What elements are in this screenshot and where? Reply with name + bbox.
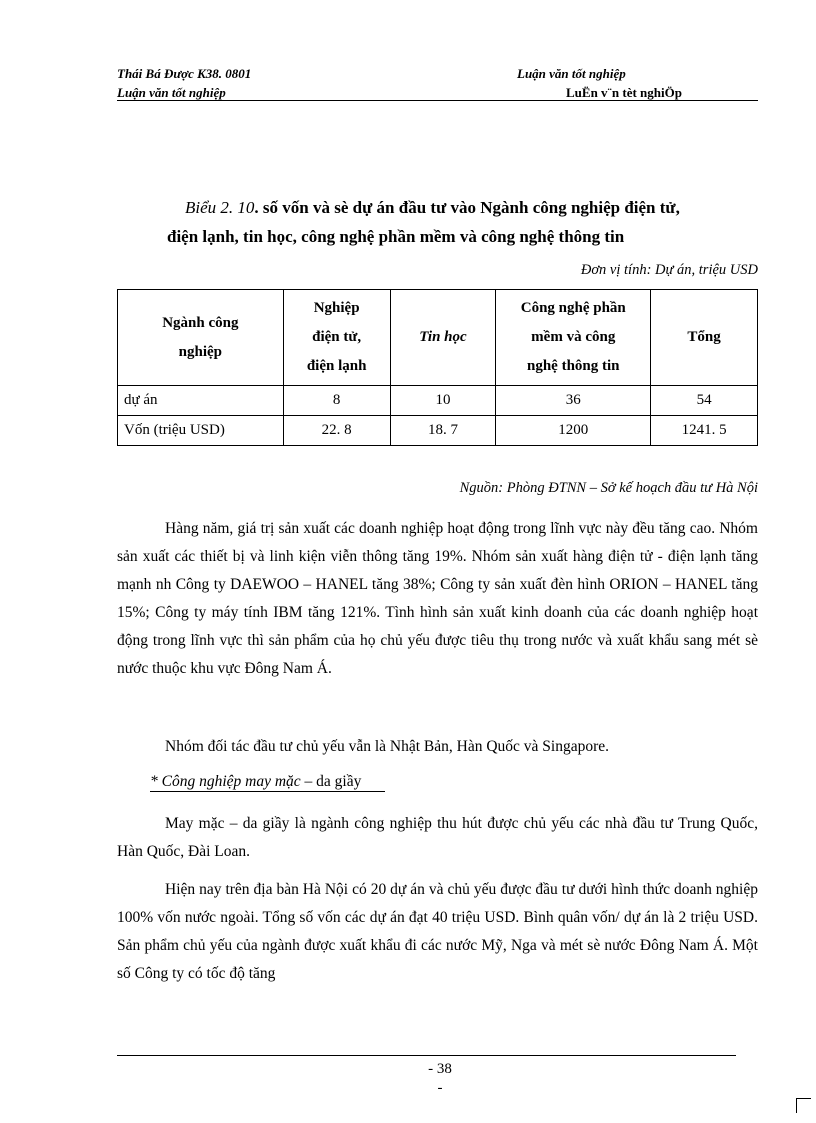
col-header-electronics: Nghiệp điện tử, điện lạnh [283,290,390,386]
paragraph-4: Hiện nay trên địa bàn Hà Nội có 20 dự án và chủ yếu được đầu tư dưới hình thức doanh nghiệp 100% vốn nước ngoài. Tổng số vốn các dự án đạt 40 triệu USD. Bình quân vốn/ dự án là 2 triệu USD. Sản phẩm chủ yếu của ngành được xuất khẩu đi các nước Mỹ, Nga và mét sè nước Đông Nam Á. Một số Công ty có tốc độ tăng [117,881,758,982]
page-number-dash: - [437,1080,443,1096]
table-header-row [118,290,758,386]
page-number: - 38 [428,1061,452,1077]
col-header-total: Tổng [651,290,758,386]
table-row [118,386,758,416]
caption-label: Biểu 2. 10 [185,198,255,217]
section-heading-rest: – da giầy [300,773,362,790]
footer-rule [117,1055,736,1056]
header-title-right: Luận văn tốt nghiệp [517,66,626,81]
figure-caption [185,194,765,222]
table-cell: dự án [118,386,284,416]
paragraph-3: May mặc – da giầy là ngành công nghiệp thu hút được chủ yếu các nhà đầu tư Trung Quốc, Hàn Quốc, Đài Loan. [117,815,758,860]
table-source: Nguồn: Phòng ĐTNN – Sở kế hoạch đầu tư Hà Nội [459,480,758,496]
table-cell: 8 [283,386,390,416]
header-title-garbled: LuËn v¨n tèt nghiÖp [566,85,682,100]
section-heading-italic: * Công nghiệp may mặc [150,773,301,790]
section-heading [150,773,385,792]
unit-note: Đơn vị tính: Dự án, triệu USD [580,262,758,278]
table-cell: 1241. 5 [651,416,758,446]
header-author: Thái Bá Được K38. 0801 [117,66,252,81]
caption-line1: . số vốn và sè dự án đầu tư vào Ngành công nghiệp điện tử, [254,198,680,217]
header-title-left: Luận văn tốt nghiệp [117,85,226,100]
table-cell: 10 [390,386,496,416]
table-row [118,416,758,446]
header-rule [117,100,758,101]
table-cell: 54 [651,386,758,416]
table-cell: 36 [496,386,651,416]
table-cell: Vốn (triệu USD) [118,416,284,446]
col-header-industry: Ngành công nghiệp [118,290,284,386]
table-cell: 22. 8 [283,416,390,446]
table-cell: 18. 7 [390,416,496,446]
caption-line2: điện lạnh, tin học, công nghệ phần mềm và công nghệ thông tin [167,227,625,246]
col-header-informatics: Tin học [390,290,496,386]
corner-mark [796,1098,811,1113]
paragraph-1: Hàng năm, giá trị sản xuất các doanh nghiệp hoạt động trong lĩnh vực này đều tăng cao. Nhóm sản xuất các thiết bị và linh kiện viễn thông tăng 19%. Nhóm sản xuất hàng điện tử - điện lạnh tăng mạnh nh Công ty DAEWOO – HANEL tăng 38%; Công ty sản xuất đèn hình ORION – HANEL tăng 15%; Công ty máy tính IBM tăng 121%. Tình hình sản xuất kinh doanh của các doanh nghiệp hoạt động trong lĩnh vực thì sản phẩm của họ chủ yếu được tiêu thụ trong nước và xuất khẩu sang mét sè nước thuộc khu vực Đông Nam Á. [117,520,758,677]
col-header-software-it: Công nghệ phần mềm và công nghệ thông tin [496,290,651,386]
paragraph-2: Nhóm đối tác đầu tư chủ yếu vẫn là Nhật Bản, Hàn Quốc và Singapore. [165,738,610,755]
investment-table [117,289,758,446]
table-cell: 1200 [496,416,651,446]
